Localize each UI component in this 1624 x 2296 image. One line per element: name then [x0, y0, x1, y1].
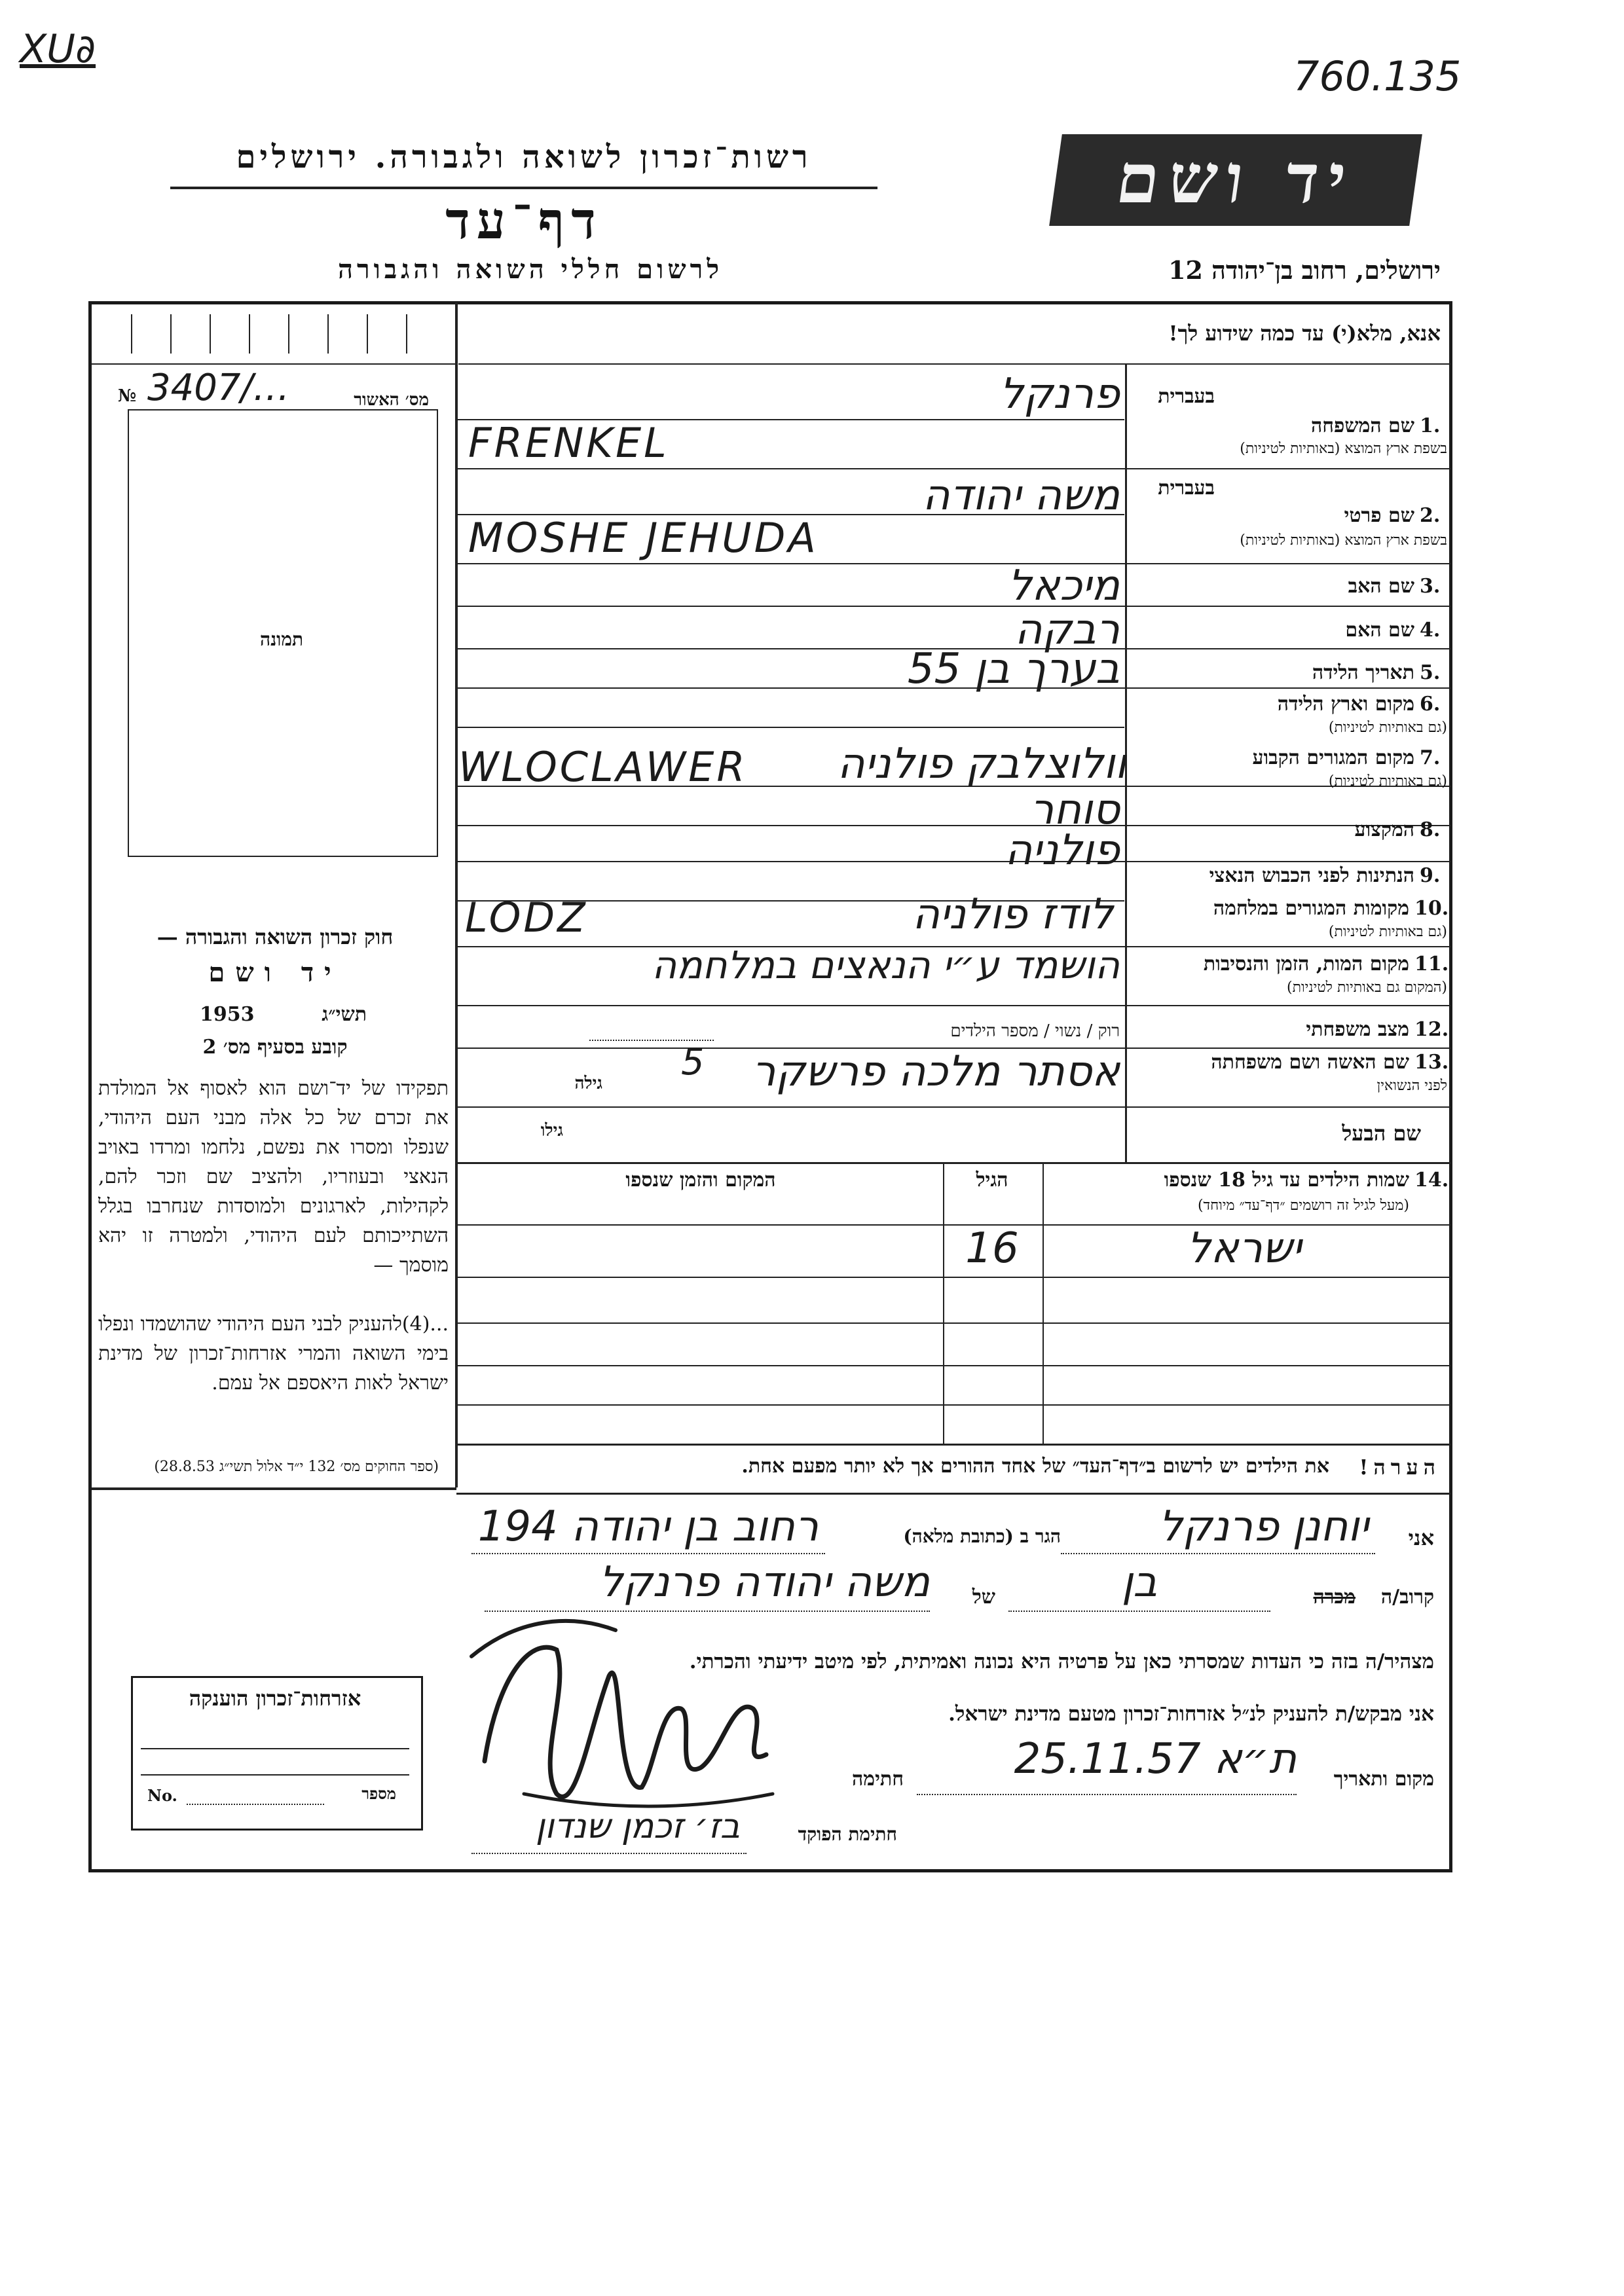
child-1-name: ישראל: [1187, 1224, 1302, 1273]
field-13-label: שם האשה ושם משפחתה: [1211, 1051, 1409, 1074]
field-8-label: המקצוע: [1354, 818, 1414, 841]
field-13-sub: לפני הנשואין: [1376, 1078, 1447, 1094]
field-10-value-hebrew: לודז פולניה: [912, 890, 1113, 939]
law-name: יד ושם: [208, 957, 342, 988]
wife-age-label: גילה: [574, 1074, 602, 1093]
form-subtitle: לרשום חללי השואה והגבורה: [337, 254, 724, 285]
children-sub: (מעל לגיל זה רושמים ״דף־עד״ מיוחד): [1197, 1197, 1409, 1214]
field-3-number: 3.: [1420, 575, 1441, 598]
law-year: 1953: [200, 1003, 255, 1026]
field-13-value: אסתר מלכה פרשקר: [752, 1048, 1120, 1096]
husband-label: שם הבעל: [1342, 1121, 1421, 1146]
top-left-mark: XU∂: [20, 26, 96, 72]
field-12-label: מצב משפחתי: [1306, 1018, 1409, 1041]
certificate-no-prefix: No.: [147, 1786, 177, 1805]
field-11-number: 11.: [1414, 953, 1449, 975]
field-3-label: שם האב: [1348, 575, 1414, 598]
field-6-number: 6.: [1420, 693, 1441, 716]
place-date-value: ת״א 25.11.57: [1014, 1735, 1297, 1783]
field-6-sub: (גם באותיות לטיניות): [1328, 720, 1447, 736]
law-year-he: תשי״ג: [322, 1003, 367, 1026]
field-5-label: תאריך הלידה: [1312, 661, 1414, 684]
law-clause: קובע בסעיף מס׳ 2: [202, 1036, 348, 1059]
note-text: את הילדים יש לרשום ב״דף־העד״ של אחד ההורים אך לא יותר מפעם אחת.: [741, 1455, 1329, 1478]
field-11-sub: (המקום גם באותיות לטיניות): [1287, 979, 1447, 996]
field-11-label: מקום המות, הזמן והנסיבות: [1203, 953, 1409, 975]
field-12-number: 12.: [1414, 1018, 1449, 1041]
field-7-label: מקום המגורים הקבוע: [1252, 746, 1414, 769]
logo-text: יד ושם: [1111, 138, 1361, 219]
authority-title: רשות־זכרון לשואה ולגבורה. ירושלים: [236, 139, 812, 175]
wife-age-value: 5: [681, 1041, 705, 1084]
yad-vashem-logo: [1049, 134, 1422, 226]
law-text-2: ...(4)להעניק לבני העם היהודי שהושמדו ונפלו בימי השואה והמרי אזרחות־זכרון של מדינת ישראל לאות היאספם אל עמם.: [98, 1313, 449, 1394]
child-1-age: 16: [965, 1224, 1019, 1273]
field-7-value-latin: WLOCLAWER: [458, 743, 748, 791]
relation-label: קרוב/ה: [1380, 1586, 1434, 1609]
approval-number: 3407/…: [147, 367, 290, 409]
relative-name: משה יהודה פרנקל: [599, 1558, 930, 1607]
law-title: חוק זכרון השואה והגבורה —: [157, 924, 394, 949]
field-4-number: 4.: [1420, 619, 1441, 642]
top-right-mark: 760.135: [1293, 52, 1462, 100]
children-number: 14.: [1414, 1169, 1449, 1192]
field-8-number: 8.: [1420, 818, 1441, 841]
field-10-value-latin: LODZ: [465, 894, 588, 941]
signature: [458, 1597, 799, 1833]
officer-value: בז׳ זכמן שנדון: [535, 1807, 740, 1846]
declarant-name: יוחנן פרנקל: [1158, 1503, 1369, 1551]
field-13-number: 13.: [1414, 1051, 1449, 1074]
field-1-side: בעברית: [1158, 385, 1215, 408]
photo-label: תמונה: [259, 629, 304, 650]
note-label: הערה!: [1359, 1455, 1441, 1480]
address: ירושלים, רחוב בן־יהודה 12: [1168, 255, 1441, 285]
instruction-text: אנא, מלא(י) עד כמה שידוע לך!: [1168, 321, 1441, 346]
field-10-number: 10.: [1414, 897, 1449, 920]
field-11-value: הושמד ע״י הנאצים במלחמה: [652, 943, 1120, 987]
field-6-label: מקום וארץ הלידה: [1277, 693, 1414, 716]
law-text: תפקידו של יד־ושם הוא לאסוף אל המולדת את זכרם של כל אלה מבני העם היהודי, שנפלו ומסרו את נפשם, נלחמו ומרדו באויב הנאצי ובעוזריו, ולהציב שם וזכר להם, לקהילות, לארגונים ולמוסדות שנחרבו בגלל השתייכותם לעם היהודי, ולמטרה זו יהא מוסמך —: [98, 1077, 449, 1277]
approval-boxes: [92, 308, 455, 360]
field-2-value-hebrew: משה יהודה: [922, 471, 1120, 520]
approval-label: מס׳ האשור: [354, 390, 429, 410]
form-title: דף־עד: [445, 191, 602, 251]
resides-label: הגר ב (כתובת מלאה): [903, 1525, 1061, 1547]
field-1-sub: בשפת ארץ המוצא (באותיות לטיניות): [1240, 441, 1447, 457]
field-1-number: 1.: [1420, 414, 1441, 437]
children-label: שמות הילדים עד גיל 18 שנספו: [1164, 1169, 1409, 1192]
field-9-number: 9.: [1420, 864, 1441, 887]
field-12-value: רוק / נשוי / מספר הילדים: [950, 1021, 1120, 1041]
field-4-value: רבקה: [1014, 606, 1120, 654]
field-2-value-latin: MOSHE JEHUDA: [468, 514, 819, 562]
field-1-value-hebrew: פרנקל: [999, 370, 1120, 418]
field-2-sub: בשפת ארץ המוצא (באותיות לטיניות): [1240, 532, 1447, 549]
field-5-number: 5.: [1420, 661, 1441, 684]
place-date-label: מקום ותאריך: [1333, 1768, 1434, 1791]
husband-age-label: גילו: [540, 1121, 563, 1140]
declare-text: מצהיר/ה בזה כי העדות שמסרתי כאן על פרטיה היא נכונה ואמיתית, לפי מיטב ידיעתי והכרתי.: [689, 1650, 1434, 1673]
relation-value: בן: [1121, 1558, 1158, 1607]
law-reference: (ספר החוקים מס׳ 132 י״ד אלול תשי״ג 28.8.53): [154, 1459, 439, 1475]
field-4-label: שם האם: [1345, 619, 1414, 642]
field-10-label: מקומות המגורים במלחמה: [1213, 897, 1409, 920]
authority-underline: [170, 187, 877, 189]
certificate-title: אזרחות־זכרון הוענקה: [189, 1686, 361, 1711]
field-1-value-latin: FRENKEL: [468, 419, 669, 467]
field-7-number: 7.: [1420, 746, 1441, 769]
field-2-label: שם פרטי: [1344, 504, 1414, 527]
signature-label: חתימה: [852, 1768, 904, 1791]
field-1-label: שם המשפחה: [1310, 414, 1414, 437]
declaration-i-label: אני: [1408, 1525, 1434, 1550]
field-2-side: בעברית: [1158, 477, 1215, 500]
approval-prefix: №: [118, 386, 137, 406]
field-2-number: 2.: [1420, 504, 1441, 527]
field-9-value: פולניה: [1005, 826, 1120, 875]
field-10-sub: (גם באותיות לטיניות): [1328, 924, 1447, 940]
field-7-value-hebrew: וולוצלבק פולניה: [837, 740, 1126, 788]
officer-label: חתימת הפוקד: [798, 1823, 897, 1845]
children-age-header: הגיל: [976, 1169, 1008, 1192]
field-3-value: מיכאל: [1008, 562, 1120, 610]
field-7-sub: (גם באותיות לטיניות): [1328, 773, 1447, 790]
relation-struck: מכרה: [1313, 1586, 1356, 1609]
request-text: אני מבקש/ת להעניק לנ״ל אזרחות־זכרון מטעם מדינת ישראל.: [948, 1702, 1434, 1726]
certificate-number-label: מספר: [361, 1784, 396, 1803]
children-place-header: המקום והזמן שנספו: [625, 1169, 776, 1192]
declarant-address: רחוב בן יהודה 194: [477, 1503, 819, 1551]
field-9-label: הנתינות לפני הכבוש הנאצי: [1209, 864, 1414, 887]
of-label: של: [972, 1586, 995, 1609]
field-8-value: סוחר: [1030, 786, 1120, 834]
left-panel-border: [455, 302, 458, 1487]
field-5-value: בערך בן 55: [907, 645, 1120, 693]
